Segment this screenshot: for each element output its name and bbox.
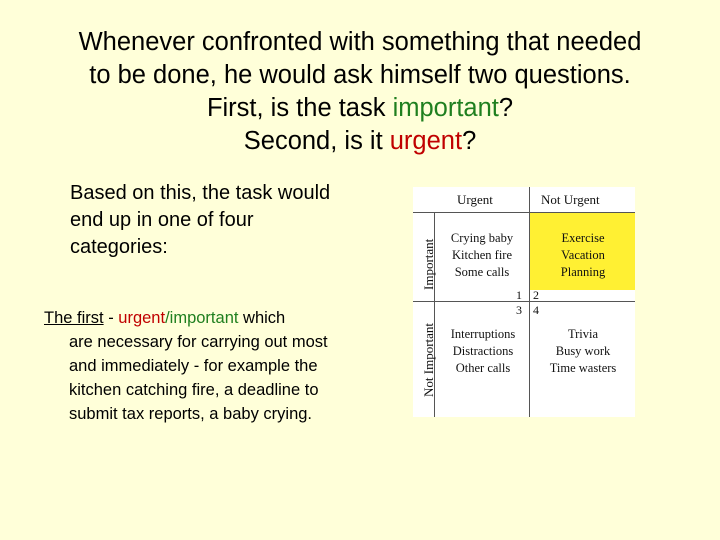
intro-paragraph: Based on this, the task would end up in one of four categories: [70, 182, 331, 258]
header-divider [413, 212, 635, 213]
title-line-4 [20, 125, 700, 158]
q2-item: Exercise [561, 231, 605, 245]
q2-item: Planning [560, 265, 606, 279]
q1-item: Some calls [454, 265, 510, 279]
q3-item: Distractions [452, 344, 514, 358]
title-line-3-end: ? [498, 94, 514, 122]
first-label: The first [44, 309, 104, 327]
q4-item: Time wasters [549, 361, 617, 375]
q1-item: Kitchen fire [451, 248, 513, 262]
quadrant-2 [533, 230, 633, 281]
first-slash: / [165, 309, 170, 327]
keyword-important: important [392, 94, 499, 122]
first-important: important [169, 309, 239, 327]
title-line-4-end: ? [462, 127, 477, 155]
q3-item: Other calls [455, 361, 511, 375]
first-category-paragraph [44, 306, 349, 426]
slide-title [20, 26, 700, 158]
quadrant-number-1: 1 [516, 288, 522, 302]
first-urgent: urgent [118, 309, 166, 327]
col-header-not-urgent: Not Urgent [541, 192, 600, 207]
quadrant-4 [533, 326, 633, 377]
first-separator: - [103, 309, 119, 327]
col-header-urgent: Urgent [457, 192, 493, 207]
quadrant-1 [439, 230, 525, 281]
q4-item: Busy work [555, 344, 611, 358]
quadrant-3 [437, 326, 529, 377]
vertical-divider [529, 187, 530, 417]
title-line-3 [20, 92, 700, 125]
q1-item: Crying baby [450, 231, 514, 245]
q3-item: Interruptions [450, 327, 516, 341]
row-header-important: Important [421, 238, 436, 290]
quadrant-number-3: 3 [516, 303, 522, 317]
q2-item: Vacation [561, 248, 605, 262]
title-line-4-text: Second, is it [243, 127, 390, 155]
horizontal-divider [413, 301, 635, 302]
eisenhower-matrix [413, 187, 635, 417]
row-header-not-important: Not Important [421, 322, 436, 397]
keyword-urgent: urgent [389, 127, 463, 155]
first-rest: are necessary for carrying out most and immediately - for example the kitchen catching fire, a deadline to submit tax reports, a baby crying. [69, 333, 328, 423]
q4-item: Trivia [567, 327, 599, 341]
title-line-2: to be done, he would ask himself two questions. [89, 61, 631, 89]
quadrant-number-4: 4 [533, 303, 539, 317]
first-rest-inline: which [238, 309, 286, 327]
title-line-3-text: First, is the task [206, 94, 393, 122]
title-line-1: Whenever confronted with something that needed [78, 28, 642, 56]
quadrant-number-2: 2 [533, 288, 539, 302]
